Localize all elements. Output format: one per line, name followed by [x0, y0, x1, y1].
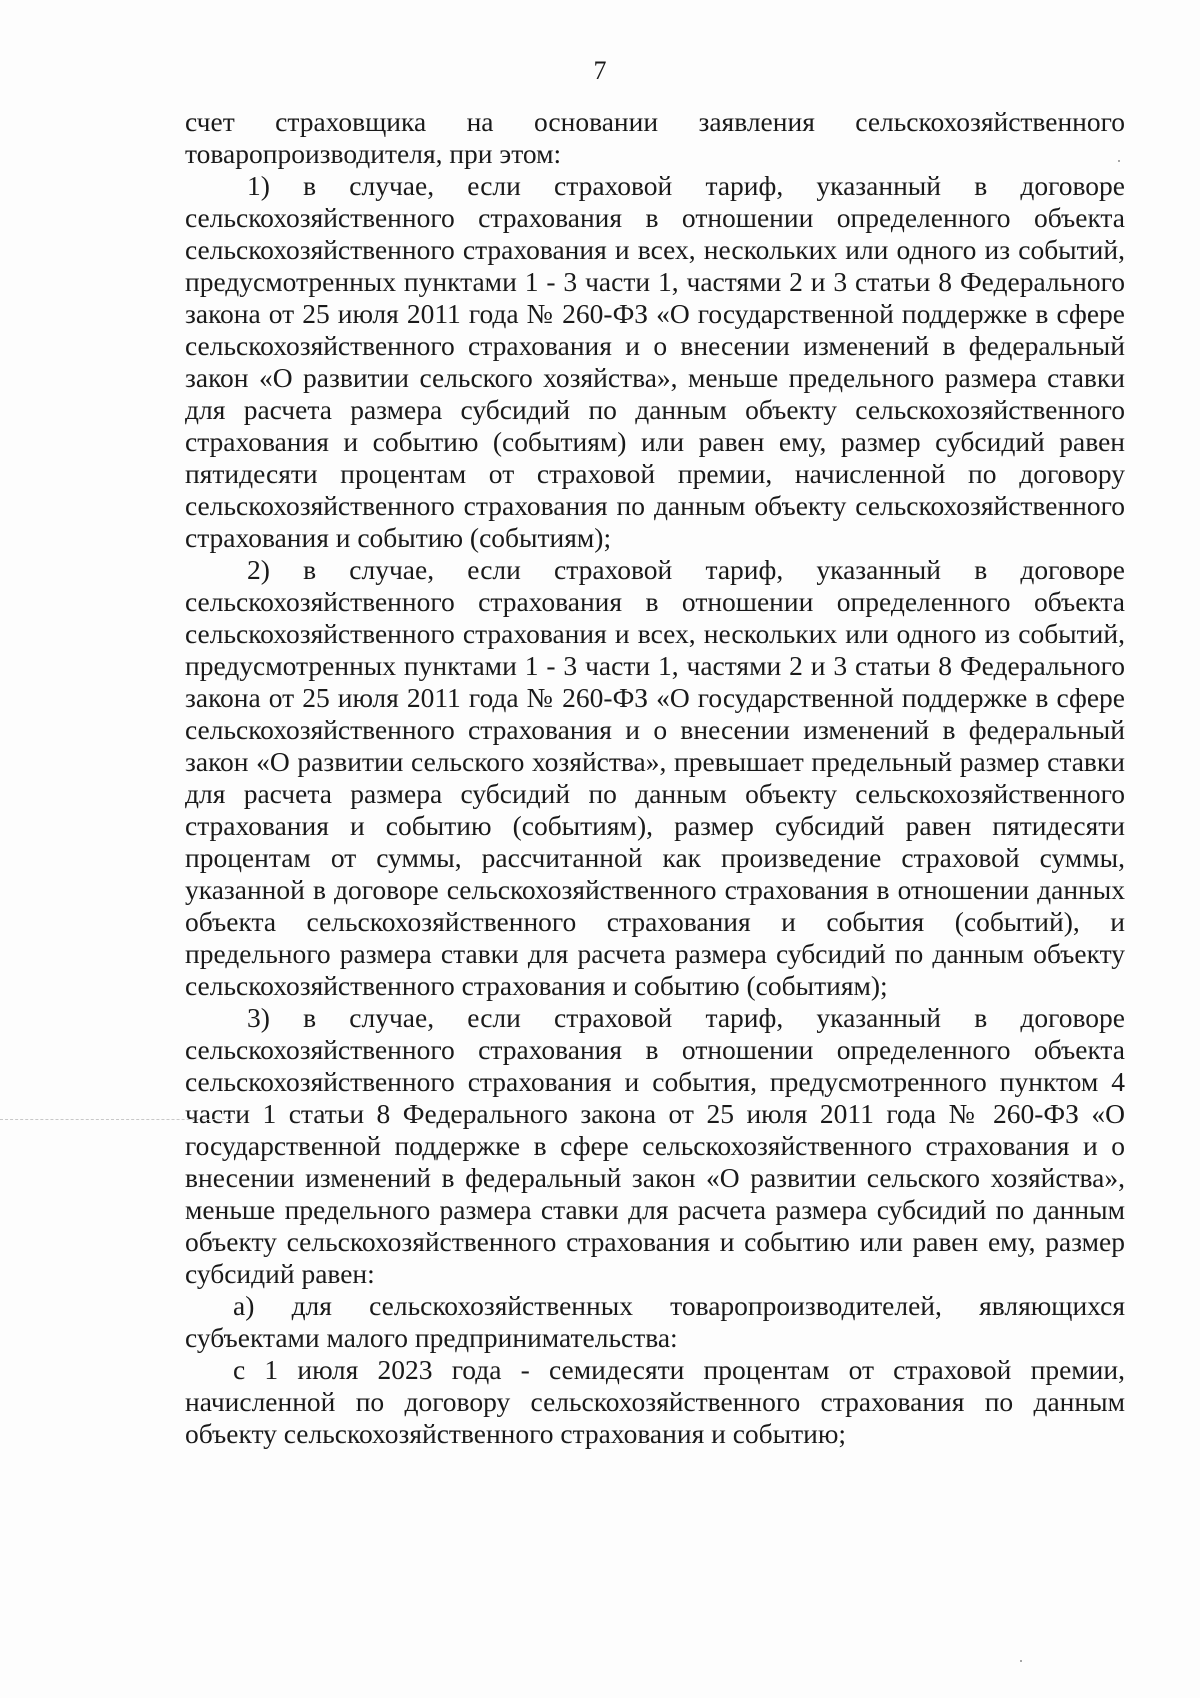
page-number: 7	[593, 56, 607, 85]
scan-speck	[1020, 1660, 1022, 1662]
document-body	[185, 106, 1125, 1450]
paragraph-subitem-a: а) для сельскохозяйственных товаропроизводителей, являющихся субъектами малого предпринимательства:	[185, 1290, 1125, 1353]
paragraph-item-1: 1) в случае, если страховой тариф, указанный в договоре сельскохозяйственного страхования в отношении определенного объекта сельскохозяйственного страхования и всех, нескольких или одного из событий, предусмотренных пунктами 1 - 3 части 1, частями 2 и 3 статьи 8 Федерального закона от 25 июля 2011 года № 260-ФЗ «О государственной поддержке в сфере сельскохозяйственного страхования и о внесении изменений в федеральный закон «О развитии сельского хозяйства», меньше предельного размера ставки для расчета размера субсидий по данным объекту сельскохозяйственного страхования и событию (событиям) или равен ему, размер субсидий равен пятидесяти процентам от страховой премии, начисленной по договору сельскохозяйственного страхования по данным объекту сельскохозяйственного страхования и событию (событиям);	[185, 170, 1125, 553]
scan-speck	[1118, 160, 1120, 162]
paragraph-intro: счет страховщика на основании заявления сельскохозяйственного товаропроизводителя, при этом:	[185, 106, 1125, 169]
scan-artifact-line	[0, 1119, 230, 1120]
paragraph-date-clause: с 1 июля 2023 года - семидесяти процентам от страховой премии, начисленной по договору сельскохозяйственного страхования по данным объекту сельскохозяйственного страхования и событию;	[185, 1354, 1125, 1449]
paragraph-item-3: 3) в случае, если страховой тариф, указанный в договоре сельскохозяйственного страхования в отношении определенного объекта сельскохозяйственного страхования и события, предусмотренного пунктом 4 части 1 статьи 8 Федерального закона от 25 июля 2011 года № 260-ФЗ «О государственной поддержке в сфере сельскохозяйственного страхования и о внесении изменений в федеральный закон «О развитии сельского хозяйства», меньше предельного размера ставки для расчета размера субсидий по данным объекту сельскохозяйственного страхования и событию или равен ему, размер субсидий равен:	[185, 1002, 1125, 1289]
paragraph-item-2: 2) в случае, если страховой тариф, указанный в договоре сельскохозяйственного страхования в отношении определенного объекта сельскохозяйственного страхования и всех, нескольких или одного из событий, предусмотренных пунктами 1 - 3 части 1, частями 2 и 3 статьи 8 Федерального закона от 25 июля 2011 года № 260-ФЗ «О государственной поддержке в сфере сельскохозяйственного страхования и о внесении изменений в федеральный закон «О развитии сельского хозяйства», превышает предельный размер ставки для расчета размера субсидий по данным объекту сельскохозяйственного страхования и событию (событиям), размер субсидий равен пятидесяти процентам от суммы, рассчитанной как произведение страховой суммы, указанной в договоре сельскохозяйственного страхования в отношении данных объекта сельскохозяйственного страхования и события (событий), и предельного размера ставки для расчета размера субсидий по данным объекту сельскохозяйственного страхования и событию (событиям);	[185, 554, 1125, 1001]
